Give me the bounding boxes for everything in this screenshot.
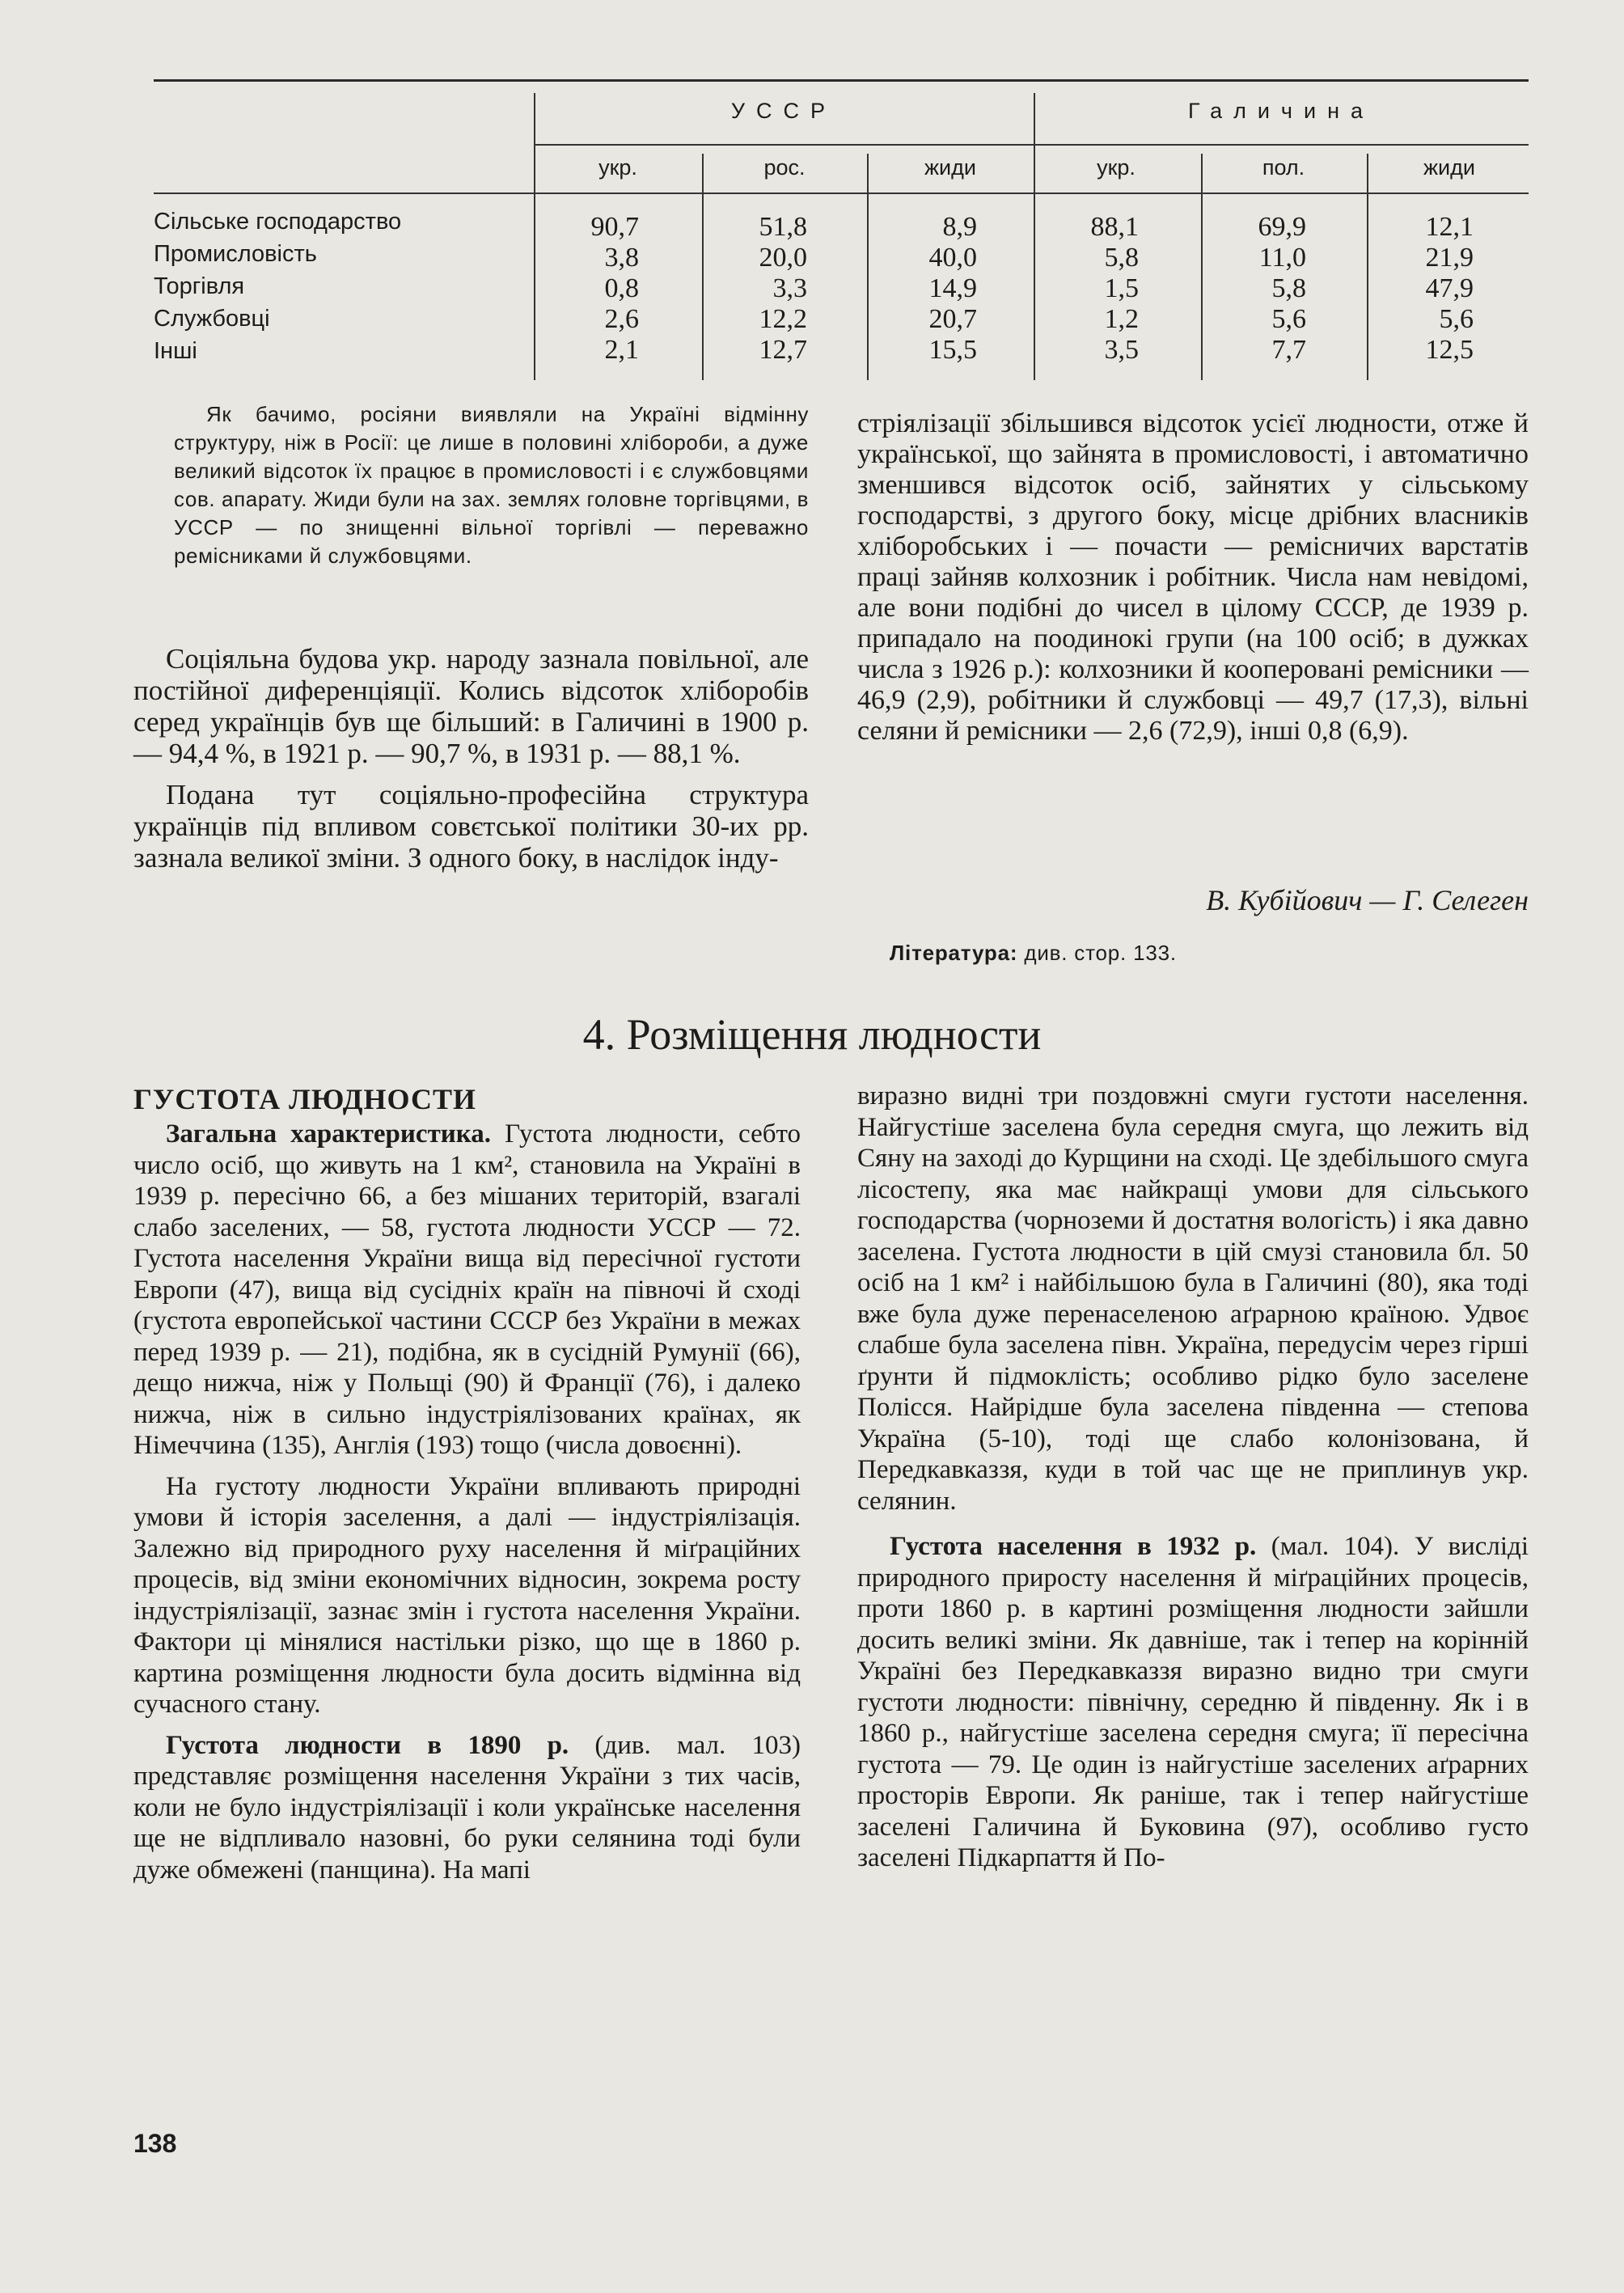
left-bottom-column: [133, 1119, 801, 1885]
left-top-column: [133, 643, 809, 874]
paragraph-text: (мал. 104). У висліді природного приросту населення й міґраційних процесів, проти 1860 р. в картині розміщення людности зайшли досить великі зміни. Як давніше, так і тепер на корінній Україні без Передкавказзя виразно видно три смуги густоти людности: північну, середню й південну. Як і в 1860 р., найгустіше заселена середня смуга; її пересічна густота — 79. Це один із найгустіше заселених аґрарних просторів Европи. Як раніше, так і тепер найгустіше заселені Галичина й Буковина (97), особливо густо заселені Підкарпаття й По-: [857, 1532, 1529, 1872]
table-cell: 3,8: [604, 243, 639, 273]
paragraph: [857, 1081, 1529, 1517]
paragraph: Подана тут соціяльно-професійна структура українців під впливом совєтської політики 30-их рр. зазнала великої зміни. З одного боку, в наслідок інду-: [133, 779, 809, 874]
paragraph-text: виразно видні три поздовжні смуги густоти населення. Найгустіше заселена була середня смуга, що лежить від Сяну на заході до Курщини на сході. Це здебільшого смуга лісостепу, яка має найкращі умови для сільського господарства (чорноземи й достатня вологість) і яка давно заселена. Густота людности в цій смузі становила бл. 50 осіб на 1 км² і найбільшою була в Галичині (80), яка тоді вже була дуже перенаселеною аґрарною країною. Удвоє слабше була заселена півн. Україна, передусім через гірші ґрунти й підмоклість; особливо рідко було заселене Полісся. Найрідше була заселена південна — степова Україна (5-10), тоді ще слабо колонізована, й Передкавказзя, куди в той час ще не приплинув укр. селянин.: [857, 1081, 1529, 1516]
table-cell: 5,8: [1271, 273, 1306, 303]
literature-reference: [890, 941, 1177, 966]
table-cell: 21,9: [1425, 243, 1474, 273]
table-top-rule: [154, 79, 1529, 82]
table-cell: 11,0: [1258, 243, 1306, 273]
table-row-label: Торгівля: [154, 273, 245, 299]
runin-heading: Густота населення в 1932 р.: [890, 1532, 1257, 1561]
table-subheader: рос.: [763, 155, 806, 180]
paragraph: [133, 1730, 801, 1886]
subsection-heading: ГУСТОТА ЛЮДНОСТИ: [133, 1083, 476, 1115]
literature-label: Література:: [890, 941, 1018, 965]
literature-text: див. стор. 133.: [1024, 941, 1177, 965]
table-cell: 47,9: [1425, 273, 1474, 303]
paragraph: [133, 1471, 801, 1720]
table-cell: 88,1: [1090, 212, 1139, 242]
table-cell: 69,9: [1258, 212, 1306, 242]
table-cell: 51,8: [759, 212, 807, 242]
runin-heading: Загальна характеристика.: [166, 1119, 492, 1149]
table-commentary: [174, 400, 809, 570]
section-title: 4. Розміщення людности: [582, 1010, 1042, 1059]
table-row-label: Сільське господарство: [154, 209, 402, 235]
table-cell: 7,7: [1271, 335, 1306, 365]
table-cell: 3,3: [772, 273, 807, 303]
table-cell: 3,5: [1104, 335, 1139, 365]
table-cell: 90,7: [590, 212, 639, 242]
table-cell: 12,5: [1425, 335, 1474, 365]
table-row-label: Промисловість: [154, 241, 317, 267]
table-cell: 5,8: [1104, 243, 1139, 273]
paragraph: Соціяльна будова укр. народу зазнала повільної, але постійної диференціяції. Колись відсоток хліборобів серед українців був ще більший: в Галичині в 1900 р. — 94,4 %, в 1921 р. — 90,7 %, в 1931 р. — 88,1 %.: [133, 643, 809, 769]
table-cell: 1,2: [1104, 304, 1139, 334]
table-cell: 5,6: [1271, 304, 1306, 334]
right-top-column: [857, 408, 1529, 747]
table-group-ussr: УССР: [730, 99, 837, 123]
commentary-text: Як бачимо, росіяни виявляли на Україні відмінну структуру, ніж в Росії: це лише в половині хлібороби, а дуже великий відсоток їх працює в промисловості і є службовцями сов. апарату. Жиди були на зах. землях головне торгівцями, в УССР — по знищенні вільної торгівлі — переважно ремісниками й службовцями.: [174, 402, 809, 568]
table-cell: 12,7: [759, 335, 807, 365]
table-cell: 12,2: [759, 304, 807, 334]
table-subheader: жиди: [924, 155, 976, 180]
table-cell: 1,5: [1104, 273, 1139, 303]
table-subheader: пол.: [1262, 155, 1305, 180]
table-cell: 8,9: [942, 212, 977, 242]
table-subheader: жиди: [1423, 155, 1475, 180]
paragraph: [857, 1531, 1529, 1874]
author-signature: В. Кубійович — Г. Селеген: [1206, 884, 1529, 916]
table-header-rule: [154, 192, 1529, 194]
page-number: 138: [133, 2129, 177, 2158]
table-cell: 20,0: [759, 243, 807, 273]
table-cell: 2,6: [604, 304, 639, 334]
table-cell: 15,5: [928, 335, 977, 365]
table-cell: 5,6: [1439, 304, 1474, 334]
right-bottom-column: [857, 1081, 1529, 1874]
table-row-label: Службовці: [154, 306, 270, 332]
runin-heading: Густота людности в 1890 р.: [166, 1730, 569, 1760]
paragraph-text: Густота людности, себто число осіб, що живуть на 1 км², становила на Україні в 1939 р. пересічно 66, а без мішаних територій, взагалі слабо заселених, — 58, густота людности УССР — 72. Густота населення України вища від пересічної густоти Европи (47), вища від сусідніх країн на півночі й сході (густота европейської частини СССР без України в межах перед 1939 р. — 21), подібна, як в сусідній Румунії (66), дещо нижча, ніж у Польщі (90) й Франції (76), і далеко нижча, ніж в сильно індустріялізованих країнах, як Німеччина (135), Англія (193) тощо (числа довоєнні).: [133, 1119, 801, 1460]
table-cell: 12,1: [1425, 212, 1474, 242]
table-group-galicia: Галичина: [1187, 99, 1375, 123]
table-subheader-rule: [534, 144, 1529, 146]
table-subheader: укр.: [598, 155, 637, 180]
table-cell: 40,0: [928, 243, 977, 273]
table-cell: 20,7: [928, 304, 977, 334]
table-cell: 14,9: [928, 273, 977, 303]
paragraph: стріялізації збільшився відсоток усієї людности, отже й української, що зайнята в промисловості, і автоматично зменшився відсоток осіб, зайнятих у сільському господарстві, з другого боку, місце дрібних власників хліборобських і — почасти — ремісничих варстатів праці зайняв колхозник і робітник. Числа нам невідомі, але вони подібні до чисел в цілому СССР, де 1939 р. припадало на поодинокі групи (на 100 осіб; в дужках числа з 1926 р.): колхозники й кооперовані ремісники — 46,9 (2,9), робітники й службовці — 49,7 (17,3), вільні селяни й ремісники — 2,6 (72,9), інші 0,8 (6,9).: [857, 408, 1529, 746]
table-subheader: укр.: [1097, 155, 1136, 180]
paragraph-text: На густоту людности України впливають природні умови й історія заселення, а далі — індустріялізація. Залежно від природного руху населення й міґраційних процесів, від зміни економічних відносин, зокрема росту індустріялізації, зазнає змін і густота населення України. Фактори ці мінялися настільки різко, що ще в 1860 р. картина розміщення людности була досить відмінна від сучасного стану.: [133, 1471, 801, 1719]
table-cell: 2,1: [604, 335, 639, 365]
paragraph-text: (див. мал. 103) представляє розміщення населення України з тих часів, коли не було індустріялізації і коли українське населення ще не відпливало назовні, бо руки селянина тоді були дуже обмежені (панщина). На мапі: [133, 1730, 801, 1885]
table-cell: 0,8: [604, 273, 639, 303]
paragraph: [133, 1119, 801, 1462]
table-row-label: Інші: [154, 338, 197, 364]
